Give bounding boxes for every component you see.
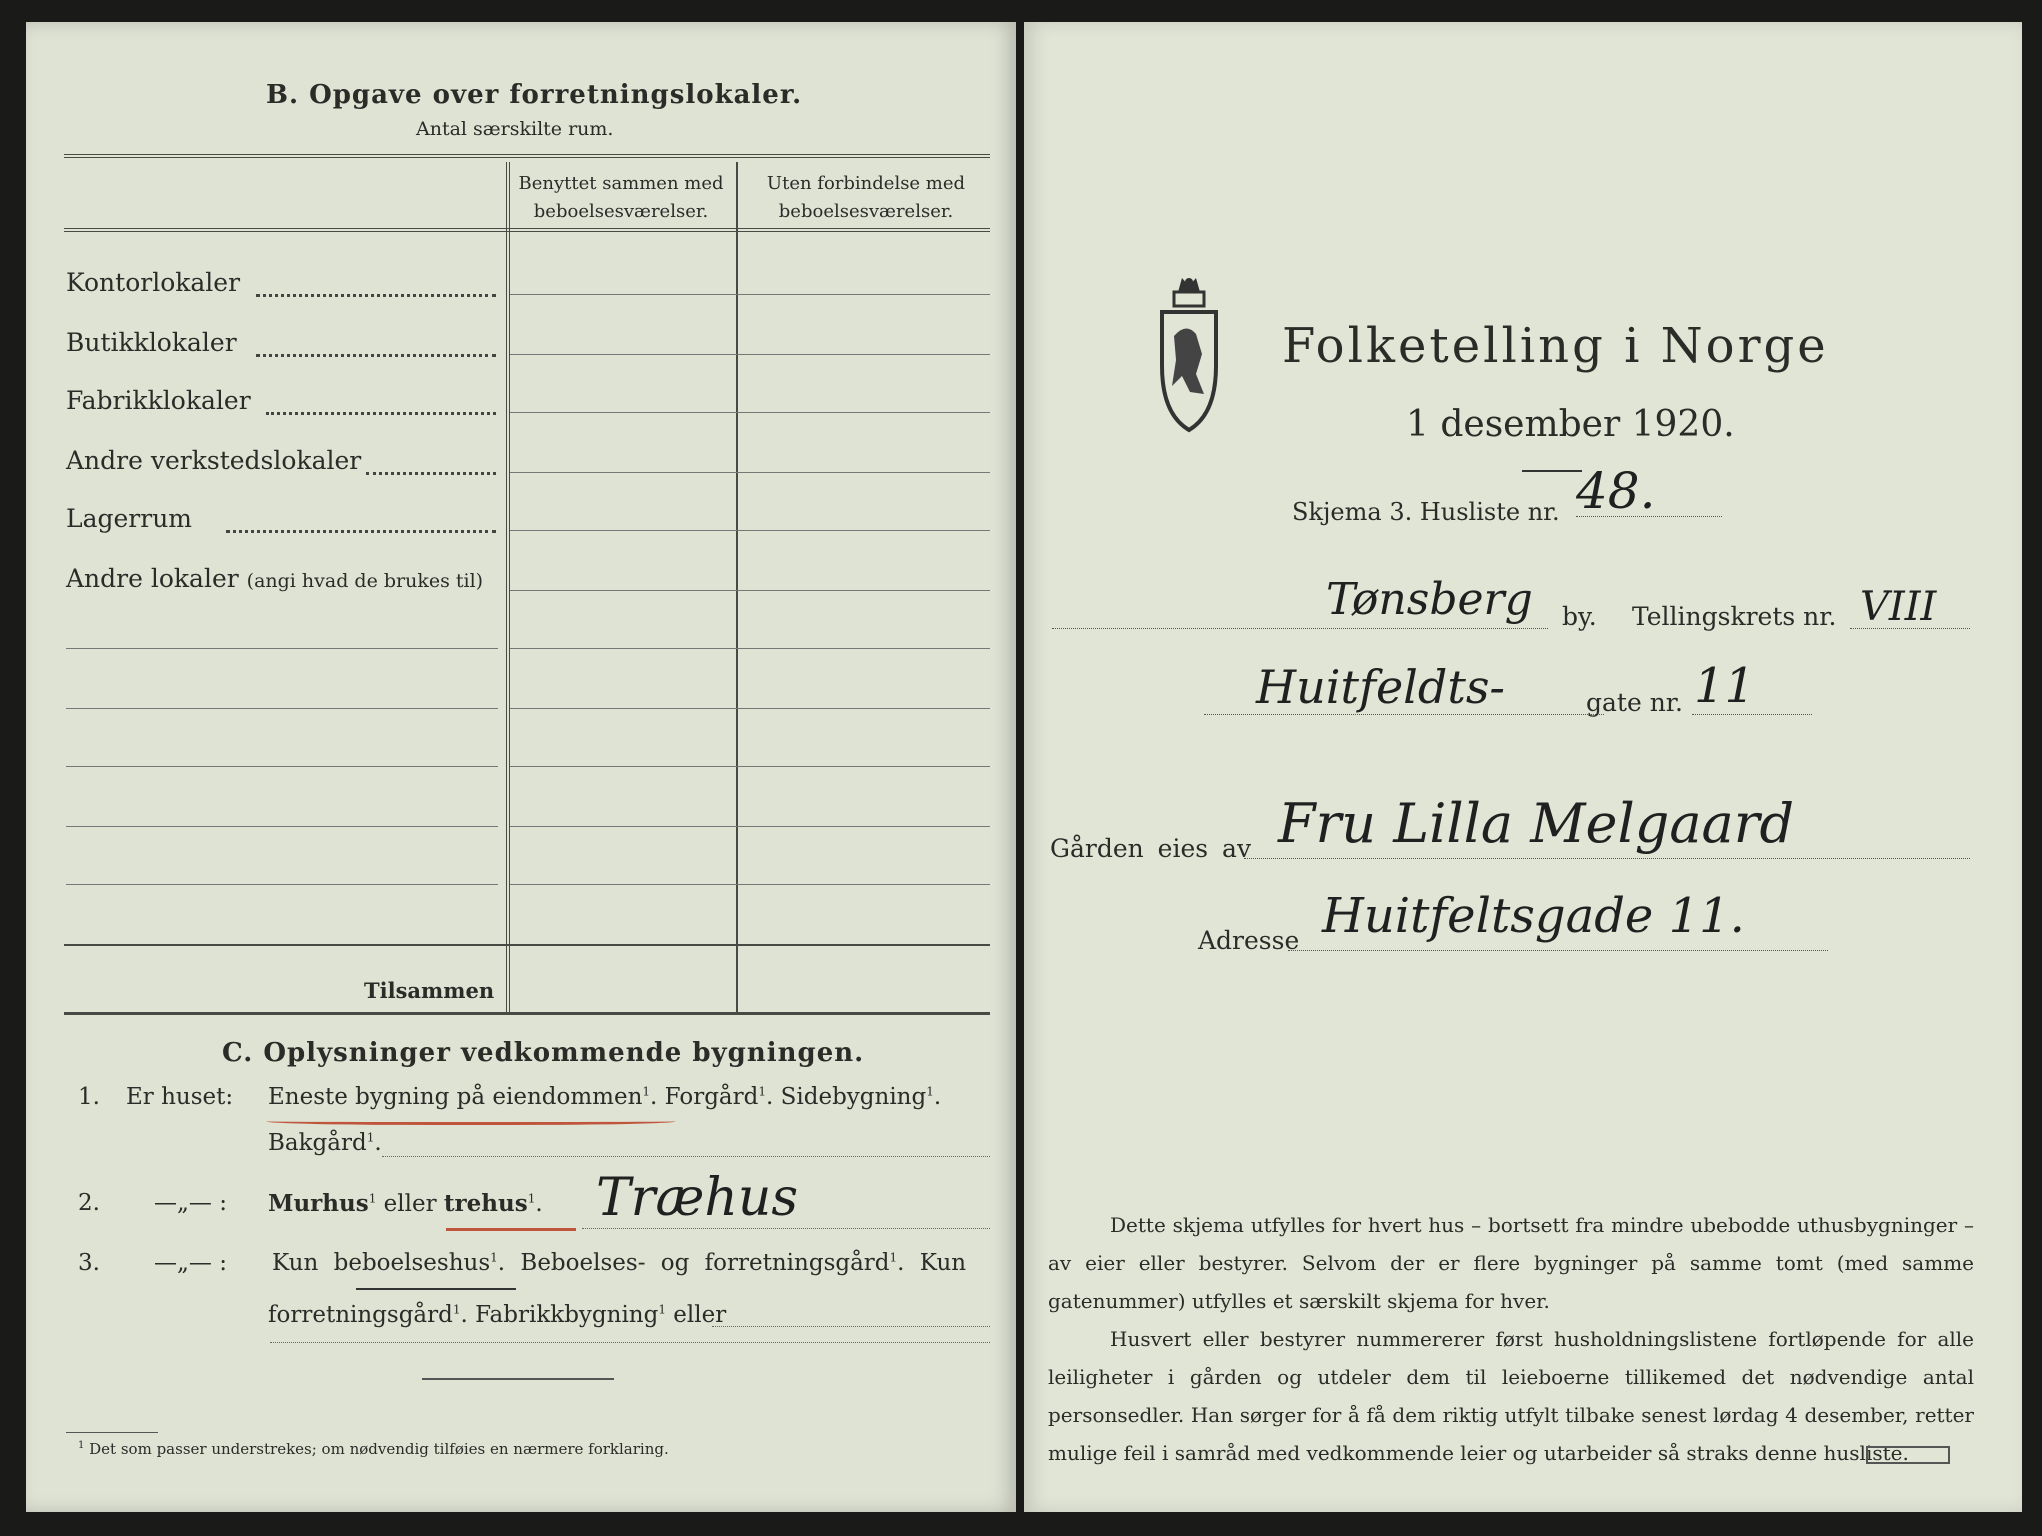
cell-rule (510, 412, 990, 413)
footnote-rule (66, 1432, 158, 1433)
row-label-note: (angi hvad de brukes til) (246, 570, 484, 592)
option-eneste-bygning: Eneste bygning på eiendommen (268, 1084, 643, 1110)
footnote-text: Det som passer understrekes; om nødvendig tilføies en nærmere forklaring. (89, 1440, 669, 1458)
option-forretningsgard: forretningsgård (268, 1302, 453, 1328)
krets-line (1850, 628, 1970, 629)
item-2-leader (582, 1228, 990, 1229)
table-col-divider-2 (736, 162, 738, 1014)
husliste-underline (1576, 516, 1722, 517)
town-name: Tønsberg (1326, 574, 1533, 625)
town-line (1052, 628, 1548, 629)
row-leader (256, 294, 496, 297)
tellingskrets-number: VIII (1860, 584, 1937, 630)
option-beboelses-og-forretningsgard: Beboelses- og forretningsgård (520, 1250, 890, 1276)
row-leader (256, 354, 496, 357)
option-murhus: Murhus (268, 1190, 369, 1217)
table-top-rule (64, 154, 990, 158)
gate-line (1692, 714, 1812, 715)
norwegian-coat-of-arms-icon (1156, 274, 1222, 444)
item-1-number: 1. (78, 1084, 100, 1110)
item-1-options: Eneste bygning på eiendommen$^1$. Forgård$^1$. Sidebygning$^1$. (268, 1084, 942, 1110)
row-label-kontorlokaler: Kontorlokaler (66, 268, 241, 297)
item-3-line-1: Kun beboelseshus$^1$. Beboelses- og forretningsgård$^1$. Kun (272, 1250, 967, 1276)
cell-rule (510, 826, 990, 827)
item-3-line-2: forretningsgård$^1$. Fabrikkbygning$^1$ eller (268, 1302, 727, 1328)
row-label-lagerrum: Lagerrum (66, 504, 193, 533)
street-name: Huitfeldts- (1256, 660, 1505, 714)
instructions-paragraph-1: Dette skjema utfylles for hvert hus – bortsett fra mindre ubebodde uthusbygninger – av eier eller bestyrer. Selvom der er flere bygninger på samme tomt (med samme gatenummer) utfylles et særskilt skjema for hver. (1048, 1213, 1974, 1313)
write-in-line (66, 884, 498, 885)
cell-rule (510, 294, 990, 295)
option-trehus: trehus (443, 1190, 528, 1217)
printer-stamp (1866, 1446, 1950, 1464)
write-in-line (66, 708, 498, 709)
cell-rule (510, 472, 990, 473)
instructions-paragraph-2: Husvert eller bestyrer nummererer først husholdningslistene fortløpende for alle leiligheter i gården og utdeler dem til leieboerne tillikemed det nødvendige antal personsedler. Han sørger for å få dem riktig utfylt tilbake senest lørdag 4 desember, retter mulige feil i samråd med vedkommende leier og utarbeider så straks denne husliste. (1048, 1327, 1974, 1465)
total-label: Tilsammen (364, 978, 495, 1003)
row-label-text: Andre lokaler (66, 564, 239, 593)
address-value: Huitfeltsgade 11. (1322, 888, 1745, 944)
cell-rule (510, 590, 990, 591)
table-header-rule (64, 228, 990, 232)
closing-rule (422, 1378, 614, 1380)
form-title: Folketelling i Norge (1282, 318, 1829, 374)
section-b-title: B. Opgave over forretningslokaler. (266, 80, 803, 110)
row-label-butikklokaler: Butikklokaler (66, 328, 237, 357)
total-rule-top (64, 944, 990, 946)
item-3-ditto: —„— : (154, 1250, 227, 1276)
option-bakgard: Bakgård$^1$. (268, 1130, 382, 1156)
gate-label: gate nr. (1586, 688, 1683, 717)
cell-rule (510, 530, 990, 531)
write-in-line (66, 766, 498, 767)
husliste-number: 48. (1576, 462, 1656, 520)
write-in-line (66, 648, 498, 649)
item-3-number: 3. (78, 1250, 100, 1276)
underline-red-trehus (446, 1224, 576, 1231)
husliste-overline (1522, 470, 1582, 472)
owner-label: Gården eies av (1050, 834, 1252, 863)
section-b-subtitle: Antal særskilte rum. (416, 118, 614, 140)
write-in-line (66, 826, 498, 827)
item-2-ditto: —„— : (154, 1190, 227, 1216)
underline-beboelseshus (356, 1284, 516, 1290)
item-2-options: Murhus$^1$ eller trehus$^1$. (268, 1190, 543, 1217)
total-rule-bottom (64, 1012, 990, 1015)
owner-name: Fru Lilla Melgaard (1278, 792, 1795, 855)
cell-rule (510, 766, 990, 767)
handwritten-building-type: Træhus (596, 1168, 799, 1228)
cell-rule (510, 354, 990, 355)
by-label: by. (1562, 602, 1597, 631)
row-label-fabrikklokaler: Fabrikklokaler (66, 386, 251, 415)
bakgard-leader (382, 1156, 990, 1157)
underline-red-eneste-bygning (266, 1116, 676, 1125)
cell-rule (510, 648, 990, 649)
item-1-label: Er huset: (126, 1084, 234, 1110)
table-col-divider-1 (506, 162, 510, 1014)
option-sidebygning: Sidebygning (780, 1084, 927, 1110)
address-label: Adresse (1198, 926, 1300, 955)
option-forgard: Forgård (664, 1084, 759, 1110)
cell-rule (510, 708, 990, 709)
item-3-eller: eller (673, 1302, 727, 1328)
address-line (1288, 950, 1828, 951)
item-3-kun: Kun (272, 1250, 319, 1276)
gate-number: 11 (1694, 658, 1756, 714)
item-2-number: 2. (78, 1190, 100, 1216)
section-c-title: C. Oplysninger vedkommende bygningen. (222, 1038, 865, 1068)
skjema-label: Skjema 3. Husliste nr. (1292, 498, 1560, 526)
left-page (26, 22, 1016, 1512)
footnote: $^1$ Det som passer understrekes; om nødvendig tilføies en nærmere forklaring. (78, 1440, 669, 1458)
cell-rule (510, 884, 990, 885)
street-line (1204, 714, 1604, 715)
item-3-leader-2 (270, 1342, 990, 1343)
row-leader (266, 412, 496, 415)
item-3-leader (712, 1326, 990, 1327)
tellingskrets-label: Tellingskrets nr. (1632, 602, 1837, 631)
row-label-andre-verkstedslokaler: Andre verkstedslokaler (66, 446, 362, 475)
row-label-andre-lokaler (66, 564, 483, 593)
option-fabrikkbygning: Fabrikkbygning (475, 1302, 659, 1328)
census-date: 1 desember 1920. (1406, 404, 1735, 445)
right-page (1024, 22, 2022, 1512)
item-3-kun-2: Kun (919, 1250, 967, 1276)
column-header-without-dwellings: Uten forbindelse med beboelsesværelser. (766, 173, 966, 222)
option-beboelseshus: beboelseshus (333, 1250, 491, 1276)
item-2-eller: eller (383, 1191, 437, 1217)
row-leader (226, 530, 496, 533)
owner-line (1244, 858, 1970, 859)
row-leader (366, 472, 496, 475)
column-header-with-dwellings: Benyttet sammen med beboelsesværelser. (518, 173, 724, 222)
